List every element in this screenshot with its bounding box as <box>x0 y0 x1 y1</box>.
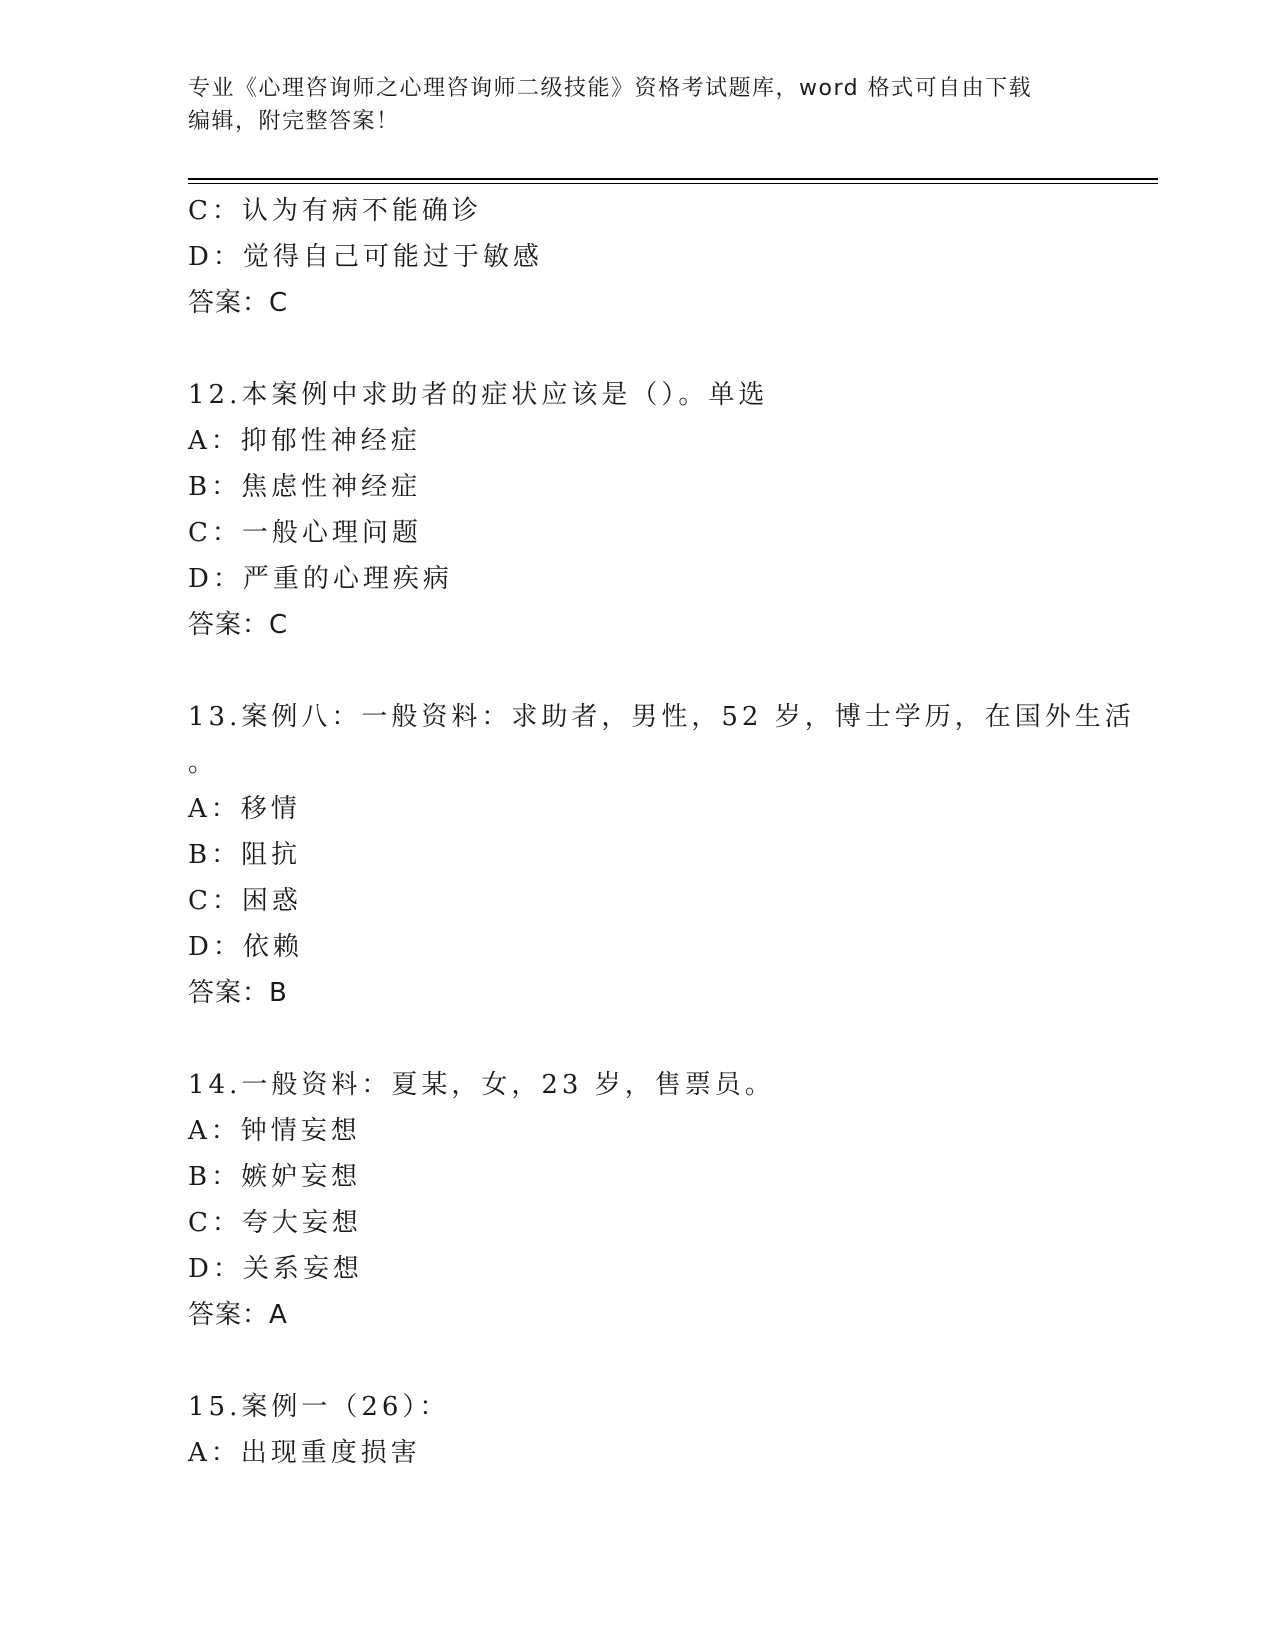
question-stem: 12.本案例中求助者的症状应该是（）。单选 <box>188 380 769 410</box>
option-b: B：焦虑性神经症 <box>188 472 422 502</box>
answer-line: 答案：A <box>188 1300 288 1330</box>
answer-line: 答案：C <box>188 288 289 318</box>
spacer <box>188 1338 1148 1384</box>
option-d: D：严重的心理疾病 <box>188 564 453 594</box>
document-header <box>188 72 1088 138</box>
option-a: A：出现重度损害 <box>188 1438 421 1468</box>
question-13 <box>188 694 1148 1016</box>
option-c: C：一般心理问题 <box>188 518 422 548</box>
spacer <box>188 326 1148 372</box>
option-a: A：钟情妄想 <box>188 1116 361 1146</box>
question-list <box>188 188 1148 1476</box>
header-line-1: 专业《心理咨询师之心理咨询师二级技能》资格考试题库，word 格式可自由下载 <box>188 76 1033 101</box>
header-divider-thick <box>188 178 1158 180</box>
spacer <box>188 1016 1148 1062</box>
header-divider-thin <box>188 183 1158 184</box>
spacer <box>188 648 1148 694</box>
option-b: B：嫉妒妄想 <box>188 1162 362 1192</box>
question-stem: 13.案例八：一般资料：求助者，男性，52 岁，博士学历，在国外生活 <box>188 702 1135 732</box>
question-15 <box>188 1384 1148 1476</box>
option-c: C：困惑 <box>188 886 302 916</box>
header-line-2: 编辑，附完整答案！ <box>188 109 400 134</box>
option-c: C：夸大妄想 <box>188 1208 362 1238</box>
option-a: A：抑郁性神经症 <box>188 426 421 456</box>
option-d: D：觉得自己可能过于敏感 <box>188 242 543 272</box>
option-a: A：移情 <box>188 794 301 824</box>
question-14 <box>188 1062 1148 1338</box>
question-fragment <box>188 188 1148 326</box>
question-stem-continuation: 。 <box>188 748 215 778</box>
answer-line: 答案：C <box>188 610 289 640</box>
option-b: B：阻抗 <box>188 840 302 870</box>
option-d: D：依赖 <box>188 932 303 962</box>
option-d: D：关系妄想 <box>188 1254 363 1284</box>
answer-line: 答案：B <box>188 978 288 1008</box>
option-c: C：认为有病不能确诊 <box>188 196 482 226</box>
question-12 <box>188 372 1148 648</box>
question-stem: 14.一般资料：夏某，女，23 岁，售票员。 <box>188 1070 775 1100</box>
question-stem: 15.案例一（26）： <box>188 1392 450 1422</box>
